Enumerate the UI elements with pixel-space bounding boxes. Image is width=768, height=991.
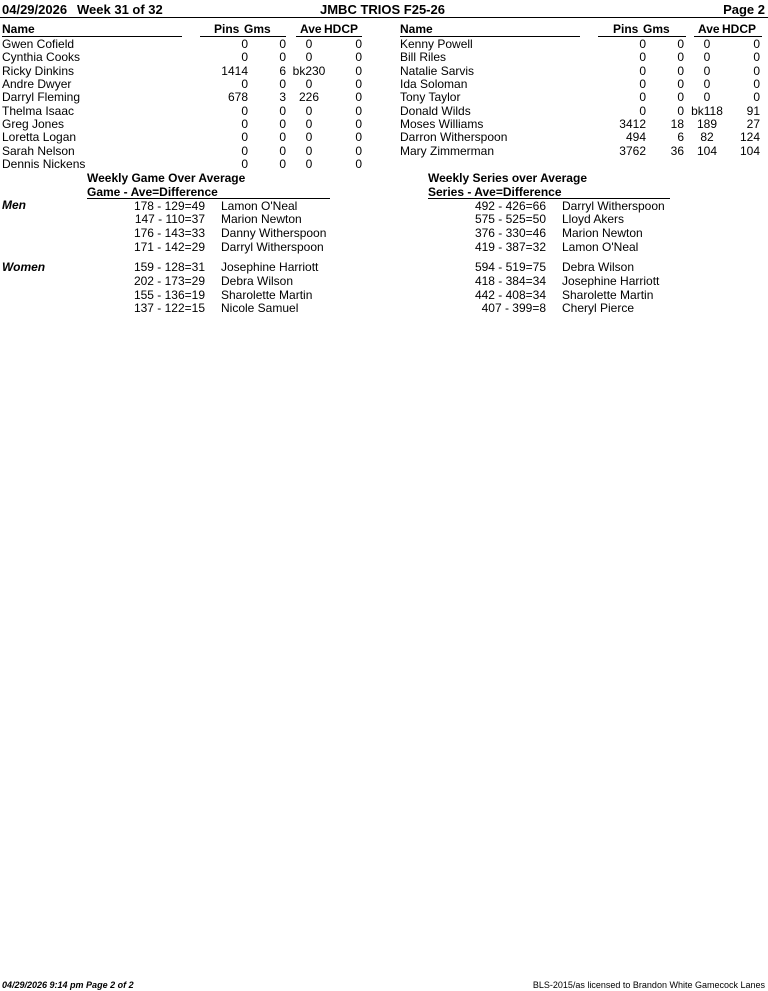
bowler-name: Debra Wilson (562, 260, 635, 274)
men-label: Men (2, 198, 26, 212)
handicap-value: 0 (355, 130, 362, 144)
report-date: 04/29/2026 (2, 2, 68, 17)
average-value: 0 (305, 157, 313, 171)
weekly-series-title: Weekly Series over Average (428, 171, 587, 185)
footer-license: BLS-2015/as licensed to Brandon White Gamecock Lanes (532, 980, 765, 990)
left-col-gms-header: Gms (244, 22, 271, 36)
average-value: 0 (703, 64, 711, 78)
game-calc: 178 - 129=49 (133, 199, 205, 213)
bowler-name: Moses Williams (400, 117, 484, 131)
weekly-game-title: Weekly Game Over Average (87, 171, 246, 185)
right-col-gms-header: Gms (643, 22, 670, 36)
bowler-name: Nicole Samuel (221, 301, 299, 315)
bowler-name: Greg Jones (2, 117, 65, 131)
bowler-name: Loretta Logan (2, 130, 77, 144)
games-value: 3 (279, 90, 286, 104)
handicap-value: 91 (746, 104, 760, 118)
average-value: bk230 (292, 64, 326, 78)
pins-value: 0 (241, 117, 248, 131)
handicap-value: 0 (753, 37, 760, 51)
series-calc: 575 - 525=50 (474, 212, 546, 226)
report-title: JMBC TRIOS F25-26 (320, 2, 445, 17)
handicap-value: 124 (739, 130, 760, 144)
game-calc: 137 - 122=15 (133, 301, 205, 315)
game-calc: 171 - 142=29 (133, 240, 205, 254)
series-calc: 419 - 387=32 (474, 240, 546, 254)
average-value: 82 (700, 130, 714, 144)
bowler-name: Lamon O'Neal (562, 240, 639, 254)
bowler-name: Bill Riles (400, 50, 447, 64)
pins-value: 0 (241, 37, 248, 51)
bowler-name: Marion Newton (562, 226, 643, 240)
pins-value: 3762 (619, 144, 646, 158)
handicap-value: 0 (355, 37, 362, 51)
average-value: 104 (696, 144, 718, 158)
handicap-value: 0 (355, 157, 362, 171)
bowler-name: Donald Wilds (400, 104, 471, 118)
game-calc: 155 - 136=19 (133, 288, 205, 302)
pins-value: 0 (241, 130, 248, 144)
average-value: 0 (305, 50, 313, 64)
games-value: 18 (670, 117, 684, 131)
pins-value: 0 (241, 77, 248, 91)
games-value: 36 (670, 144, 684, 158)
series-calc: 418 - 384=34 (474, 274, 546, 288)
bowler-name: Darryl Fleming (2, 90, 81, 104)
left-col-pins-header: Pins (214, 22, 240, 36)
bowler-name: Tony Taylor (400, 90, 461, 104)
bowler-name: Sarah Nelson (2, 144, 75, 158)
pins-value: 1414 (221, 64, 248, 78)
average-value: 189 (696, 117, 718, 131)
bowler-name: Kenny Powell (400, 37, 473, 51)
games-value: 0 (677, 77, 684, 91)
average-value: 0 (703, 90, 711, 104)
handicap-value: 0 (355, 104, 362, 118)
pins-value: 0 (241, 144, 248, 158)
game-calc: 159 - 128=31 (133, 260, 205, 274)
footer-timestamp: 04/29/2026 9:14 pm Page 2 of 2 (2, 980, 134, 990)
handicap-value: 0 (355, 50, 362, 64)
week-indicator: Week 31 of 32 (77, 2, 163, 17)
games-value: 0 (677, 37, 684, 51)
average-value: 0 (703, 77, 711, 91)
handicap-value: 104 (739, 144, 760, 158)
pins-value: 0 (639, 77, 646, 91)
handicap-value: 0 (753, 77, 760, 91)
bowler-name: Darryl Witherspoon (562, 199, 665, 213)
games-value: 0 (677, 64, 684, 78)
series-calc: 376 - 330=46 (474, 226, 546, 240)
game-calc: 176 - 143=33 (133, 226, 205, 240)
bowler-name: Dennis Nickens (2, 157, 86, 171)
pins-value: 0 (639, 104, 646, 118)
bowler-name: Sharolette Martin (221, 288, 313, 302)
pins-value: 494 (625, 130, 646, 144)
bowler-name: Marion Newton (221, 212, 302, 226)
games-value: 0 (279, 104, 286, 118)
bowler-name: Debra Wilson (221, 274, 294, 288)
pins-value: 0 (639, 50, 646, 64)
handicap-value: 0 (355, 64, 362, 78)
average-value: 0 (305, 37, 313, 51)
handicap-value: 27 (746, 117, 760, 131)
bowler-name: Mary Zimmerman (400, 144, 495, 158)
bowler-name: Lamon O'Neal (221, 199, 298, 213)
series-calc: 407 - 399=8 (481, 301, 546, 315)
pins-value: 0 (639, 37, 646, 51)
pins-value: 0 (639, 64, 646, 78)
average-value: 0 (703, 50, 711, 64)
bowler-name: Darryl Witherspoon (221, 240, 324, 254)
handicap-value: 0 (355, 117, 362, 131)
bowler-name: Ida Soloman (400, 77, 468, 91)
games-value: 0 (279, 144, 286, 158)
bowler-name: Ricky Dinkins (2, 64, 75, 78)
bowler-name: Darron Witherspoon (400, 130, 508, 144)
pins-value: 0 (639, 90, 646, 104)
average-value: bk118 (691, 104, 723, 118)
handicap-value: 0 (355, 77, 362, 91)
series-calc: 492 - 426=66 (474, 199, 546, 213)
games-value: 6 (677, 130, 684, 144)
games-value: 0 (677, 104, 684, 118)
bowler-name: Danny Witherspoon (221, 226, 327, 240)
average-value: 0 (703, 37, 711, 51)
games-value: 0 (279, 117, 286, 131)
left-col-hdcp-header: HDCP (324, 22, 359, 36)
right-col-hdcp-header: HDCP (722, 22, 757, 36)
right-col-pins-header: Pins (613, 22, 639, 36)
handicap-value: 0 (753, 90, 760, 104)
pins-value: 0 (241, 104, 248, 118)
average-value: 0 (305, 117, 313, 131)
bowler-name: Gwen Cofield (2, 37, 75, 51)
games-value: 0 (279, 50, 286, 64)
bowler-name: Cynthia Cooks (2, 50, 81, 64)
game-calc: 147 - 110=37 (134, 212, 205, 226)
average-value: 0 (305, 144, 313, 158)
bowler-name: Andre Dwyer (2, 77, 72, 91)
game-calc: 202 - 173=29 (133, 274, 205, 288)
games-value: 0 (677, 90, 684, 104)
average-value: 0 (305, 130, 313, 144)
games-value: 0 (279, 130, 286, 144)
pins-value: 0 (241, 50, 248, 64)
bowler-name: Josephine Harriott (562, 274, 660, 288)
games-value: 0 (279, 37, 286, 51)
bowler-name: Sharolette Martin (562, 288, 654, 302)
games-value: 6 (279, 64, 286, 78)
right-col-name-header: Name (400, 22, 433, 36)
right-col-ave-header: Ave (698, 22, 720, 36)
average-value: 226 (298, 90, 320, 104)
left-col-name-header: Name (2, 22, 35, 36)
games-value: 0 (279, 77, 286, 91)
handicap-value: 0 (753, 50, 760, 64)
weekly-game-subtitle: Game - Ave=Difference (87, 185, 218, 199)
bowler-name: Thelma Isaac (2, 104, 75, 118)
left-col-ave-header: Ave (300, 22, 322, 36)
games-value: 0 (677, 50, 684, 64)
bowler-name: Cheryl Pierce (562, 301, 635, 315)
weekly-series-subtitle: Series - Ave=Difference (428, 185, 562, 199)
games-value: 0 (279, 157, 286, 171)
series-calc: 594 - 519=75 (474, 260, 546, 274)
average-value: 0 (305, 77, 313, 91)
pins-value: 3412 (619, 117, 646, 131)
women-label: Women (2, 260, 46, 274)
header-rule (0, 17, 768, 18)
pins-value: 0 (241, 157, 248, 171)
average-value: 0 (305, 104, 313, 118)
bowler-name: Natalie Sarvis (400, 64, 475, 78)
handicap-value: 0 (355, 90, 362, 104)
handicap-value: 0 (753, 64, 760, 78)
page-number: Page 2 (723, 2, 765, 17)
handicap-value: 0 (355, 144, 362, 158)
bowler-name: Josephine Harriott (221, 260, 319, 274)
bowler-name: Lloyd Akers (562, 212, 625, 226)
series-calc: 442 - 408=34 (474, 288, 546, 302)
pins-value: 678 (227, 90, 248, 104)
